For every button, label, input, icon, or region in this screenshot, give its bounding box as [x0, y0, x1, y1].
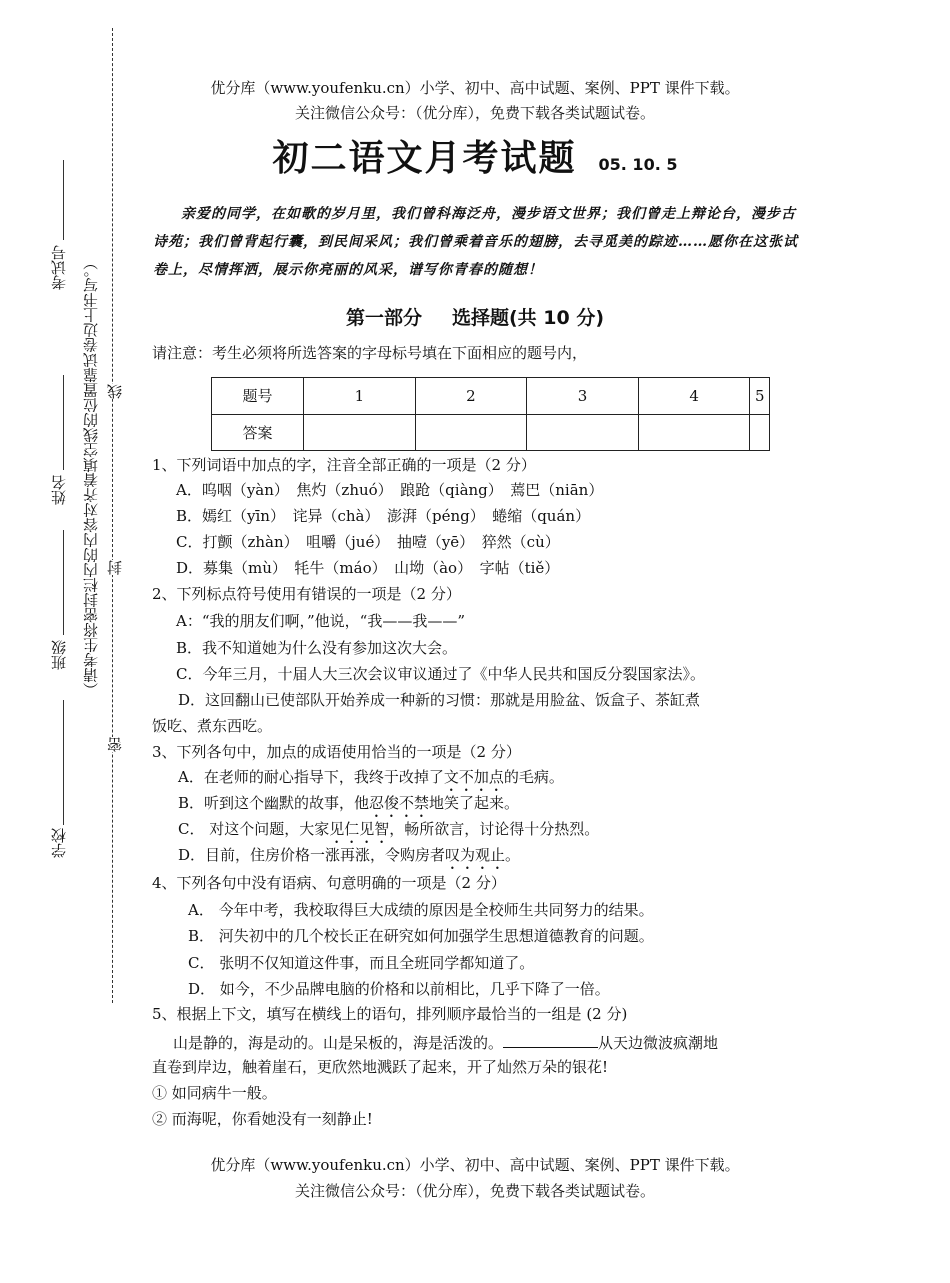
exam-number-label: 考试号: [50, 245, 68, 290]
intro-paragraph: 亲爱的同学，在如歌的岁月里，我们曾科海泛舟，漫步语文世界；我们曾走上辩论台，漫步古诗苑；我们曾背起行囊，到民间采风；我们曾乘着音乐的翅膀，去寻觅美的踪迹……愿你在这张试卷上，尽情挥洒，展示你亮丽的风采，谱写你青春的随想！: [153, 206, 798, 278]
q2-option-a: A：“我的朋友们啊，”他说，“我——我——”: [176, 612, 466, 630]
q1-stem: 1、下列词语中加点的字，注音全部正确的一项是（2 分）: [152, 456, 536, 474]
q3-stem: 3、下列各句中，加点的成语使用恰当的一项是（2 分）: [152, 743, 521, 761]
table-cell: 题号: [212, 378, 304, 415]
table-cell: 1: [304, 378, 416, 415]
school-label: 学校: [50, 828, 68, 858]
q2-option-b: B．我不知道她为什么没有参加这次大会。: [176, 639, 458, 657]
header-line-1: 优分库（www.youfenku.cn）小学、初中、高中试题、案例、PPT 课件下载。: [210, 79, 740, 97]
q1-option-a: A．呜咽（yàn） 焦灼（zhuó） 踉跄（qiàng） 蔫巴（niān）: [176, 481, 604, 499]
q2-option-d-cont: 饭吃、煮东西吃。: [152, 717, 273, 735]
table-row: [212, 378, 770, 415]
seal-mark-mi: 密: [106, 737, 124, 752]
footer-line-2: 关注微信公众号：（优分库），免费下载各类试题试卷。: [294, 1182, 655, 1200]
q3-b-text: B．听到这个幽默的故事，他: [178, 794, 370, 812]
q4-stem: 4、下列各句中没有语病、句意明确的一项是（2 分）: [152, 874, 506, 892]
exam-date: 05. 10. 5: [598, 155, 678, 174]
q3-option-d: [178, 845, 520, 873]
answer-cell-2[interactable]: [415, 414, 527, 451]
q4-option-b: B． 河失初中的几个校长正在研究如何加强学生思想道德教育的问题。: [188, 927, 654, 945]
q4-option-d: D． 如今，不少品牌电脑的价格和以前相比，几乎下降了一倍。: [188, 980, 610, 998]
answer-cell-3[interactable]: [527, 414, 639, 451]
page-title: 初二语文月考试题: [272, 138, 577, 179]
class-label: 班级: [50, 640, 68, 670]
name-label: 姓名: [50, 475, 68, 505]
table-cell: 2: [415, 378, 527, 415]
answer-cell-4[interactable]: [638, 414, 750, 451]
footer-line-1: 优分库（www.youfenku.cn）小学、初中、高中试题、案例、PPT 课件下载。: [210, 1156, 740, 1174]
q4-option-c: C． 张明不仅知道这件事，而且全班同学都知道了。: [188, 954, 535, 972]
table-row: [212, 414, 770, 451]
q3-a-text-end: 的毛病。: [503, 768, 564, 786]
q5-option-1: ① 如同病牛一般。: [152, 1084, 277, 1102]
answer-cell-5[interactable]: [750, 414, 770, 451]
q3-a-idiom: 文不加点: [443, 768, 504, 786]
q3-option-b: [178, 793, 519, 821]
q3-c-text-end: ，畅所欲言，讨论得十分热烈。: [389, 820, 600, 838]
seal-mark-feng: 封: [106, 560, 124, 575]
answer-table: [211, 377, 770, 451]
table-cell: 4: [638, 378, 750, 415]
q4-option-a: A． 今年中考，我校取得巨大成绩的原因是全校师生共同努力的结果。: [188, 901, 654, 919]
q5-stem: 5、根据上下文，填写在横线上的语句，排列顺序最恰当的一组是 (2 分): [152, 1005, 628, 1023]
q5-passage-1: [173, 1031, 718, 1053]
q2-option-d: D．这回翻山已使部队开始养成一种新的习惯：那就是用脸盆、饭盒子、茶缸煮: [178, 691, 701, 709]
q3-a-text: A．在老师的耐心指导下，我终于改掉了: [178, 768, 444, 786]
table-cell: 5: [750, 378, 770, 415]
q3-c-idiom: 见仁见智: [329, 820, 390, 838]
q3-d-idiom: 叹为观止: [445, 846, 506, 864]
q1-option-b: B．嫣红（yīn） 诧异（chà） 澎湃（péng） 蜷缩（quán）: [176, 507, 591, 525]
q3-b-text-end: 地笑了起来。: [429, 794, 520, 812]
q3-option-a: [178, 767, 564, 795]
school-field[interactable]: [63, 700, 64, 825]
q1-option-d: D．募集（mù） 牦牛（máo） 山坳（ào） 字帖（tiě）: [176, 559, 560, 577]
q3-d-text-end: 。: [505, 846, 521, 864]
q3-c-text: C． 对这个问题，大家: [178, 820, 330, 838]
q5-option-2: ② 而海呢，你看她没有一刻静止!: [152, 1110, 373, 1128]
q1-option-c: C．打颤（zhàn） 咀嚼（jué） 抽噎（yē） 猝然（cù）: [176, 533, 560, 551]
q3-b-idiom: 忍俊不禁: [369, 794, 430, 812]
table-cell: 3: [527, 378, 639, 415]
class-field[interactable]: [63, 530, 64, 635]
q5-blank[interactable]: [503, 1031, 598, 1048]
section-heading: [0, 303, 950, 330]
q3-d-text: D．目前，住房价格一涨再涨，令购房者: [178, 846, 446, 864]
table-cell: 答案: [212, 414, 304, 451]
answer-cell-1[interactable]: [304, 414, 416, 451]
name-field[interactable]: [63, 375, 64, 470]
q2-option-c: C．今年三月，十届人大三次会议审议通过了《中华人民共和国反分裂国家法》。: [176, 665, 705, 683]
q3-option-c: [178, 819, 599, 847]
q5-passage-2: 直卷到岸边，触着崖石，更欣然地溅跃了起来，开了灿然万朵的银花!: [152, 1058, 609, 1076]
seal-mark-xian: 线: [106, 384, 124, 399]
header-line-2: 关注微信公众号：（优分库），免费下载各类试题试卷。: [294, 104, 655, 122]
section-name: 选择题(共 10 分): [451, 307, 605, 329]
seal-instruction: （请考生将密封栏内的内容对齐着填空线的位置靠试卷边上书写。）: [82, 255, 100, 698]
section-part: 第一部分: [345, 307, 422, 329]
q5-passage-text: 山是静的，海是动的。山是呆板的，海是活泼的。: [173, 1034, 504, 1052]
notice: 请注意：考生必须将所选答案的字母标号填在下面相应的题号内，: [152, 344, 588, 362]
q5-passage-text-end: 从天边微波疯潮地: [598, 1034, 719, 1052]
title-row: [0, 130, 950, 181]
q2-stem: 2、下列标点符号使用有错误的一项是（2 分）: [152, 585, 461, 603]
